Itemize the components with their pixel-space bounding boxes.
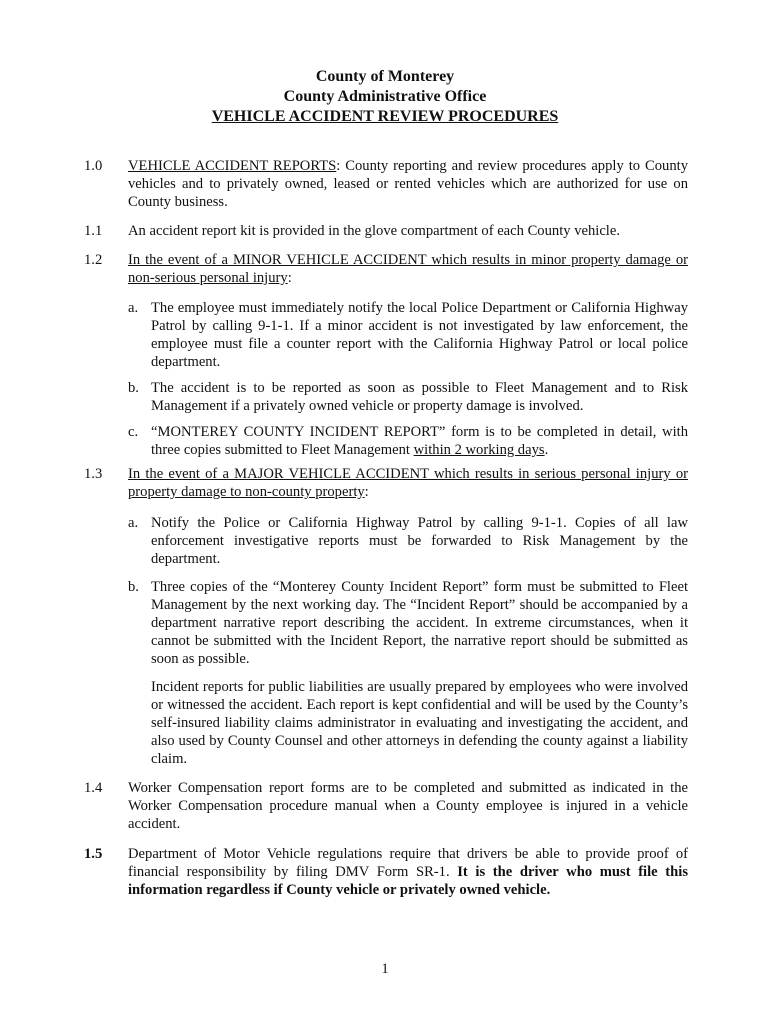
office-name: County Administrative Office bbox=[283, 88, 487, 105]
incident-report-paragraph: Incident reports for public liabilities are usually prepared by employees who were involved or witnessed the accident. Each report is kept confidential and will be used by the County’s self-insured liability claims administrator in evaluating and investigating the accident, and also used by County Counsel and other attorneys in defending the county against a liability claim. bbox=[151, 679, 688, 767]
list-item-a bbox=[128, 299, 688, 371]
list-text: “MONTEREY COUNTY INCIDENT REPORT” form is to be completed in detail, with three copies submitted to Fleet Management bbox=[151, 424, 688, 458]
list-label: b. bbox=[128, 380, 139, 396]
section-number: 1.4 bbox=[84, 780, 103, 796]
list-label: a. bbox=[128, 515, 139, 531]
section-1-0 bbox=[84, 157, 688, 211]
list-label: b. bbox=[128, 579, 139, 595]
document-header bbox=[0, 67, 770, 127]
section-body bbox=[128, 845, 688, 899]
section-text: Department of Motor Vehicle regulations require that drivers be able to provide proof of financial responsibility by filing DMV Form SR-1. bbox=[128, 846, 688, 880]
section-text: : County reporting and review procedures apply to County vehicles and to privately owned, leased or rented vehicles which are authorized for use on County business. bbox=[128, 158, 688, 210]
section-number: 1.0 bbox=[84, 158, 103, 174]
section-title: In the event of a MINOR VEHICLE ACCIDENT which results in minor property damage or non-serious personal injury bbox=[128, 252, 688, 286]
list-item-a bbox=[128, 514, 688, 568]
document-title: VEHICLE ACCIDENT REVIEW PROCEDURES bbox=[211, 108, 559, 125]
list-item-b bbox=[128, 379, 688, 415]
section-number: 1.3 bbox=[84, 466, 103, 482]
section-1-3 bbox=[84, 465, 688, 768]
list-text: Three copies of the “Monterey County Incident Report” form must be submitted to Fleet Management by the next working day. The “Incident Report” should be accompanied by a department narrative report describing the accident. In extreme circumstances, when it cannot be submitted with the Incident Report, the narrative report should be submitted as soon as possible. bbox=[151, 579, 688, 667]
list-item-c bbox=[128, 423, 688, 459]
section-1-2 bbox=[84, 251, 688, 459]
list-item-b bbox=[128, 578, 688, 668]
section-body bbox=[128, 251, 688, 287]
section-title: In the event of a MAJOR VEHICLE ACCIDENT which results in serious personal injury or property damage to non-county property bbox=[128, 466, 688, 500]
list-text-end: . bbox=[544, 442, 549, 458]
list-text: Notify the Police or California Highway Patrol by calling 9-1-1. Copies of all law enforcement investigative reports must be forwarded to Risk Management by the department. bbox=[151, 515, 688, 567]
section-text: Worker Compensation report forms are to be completed and submitted as indicated in the Worker Compensation procedure manual when a County employee is injured in a vehicle accident. bbox=[128, 780, 688, 832]
section-bold-text: It is the driver who must file this information regardless if County vehicle or privately owned vehicle. bbox=[128, 864, 688, 898]
section-1-5 bbox=[84, 845, 688, 899]
section-number: 1.1 bbox=[84, 223, 103, 239]
section-1-1 bbox=[84, 222, 688, 240]
section-body bbox=[128, 465, 688, 501]
section-title: VEHICLE ACCIDENT REPORTS bbox=[128, 158, 337, 174]
section-body bbox=[128, 157, 688, 211]
section-title-colon: : bbox=[364, 484, 369, 500]
section-number: 1.5 bbox=[84, 846, 103, 862]
page-number: 1 bbox=[381, 961, 389, 977]
section-1-4 bbox=[84, 779, 688, 833]
section-title-colon: : bbox=[287, 270, 292, 286]
county-name: County of Monterey bbox=[315, 68, 455, 85]
section-text: An accident report kit is provided in the glove compartment of each County vehicle. bbox=[128, 223, 620, 239]
list-label: a. bbox=[128, 300, 139, 316]
section-number: 1.2 bbox=[84, 252, 103, 268]
list-text: The employee must immediately notify the local Police Department or California Highway Patrol by calling 9-1-1. If a minor accident is not investigated by law enforcement, the employee must file a counter report with the California Highway Patrol or local police department. bbox=[151, 300, 688, 370]
list-text-underlined: within 2 working days bbox=[413, 442, 545, 458]
list-text: The accident is to be reported as soon as possible to Fleet Management and to Risk Management if a privately owned vehicle or property damage is involved. bbox=[151, 380, 688, 414]
list-label: c. bbox=[128, 424, 139, 440]
